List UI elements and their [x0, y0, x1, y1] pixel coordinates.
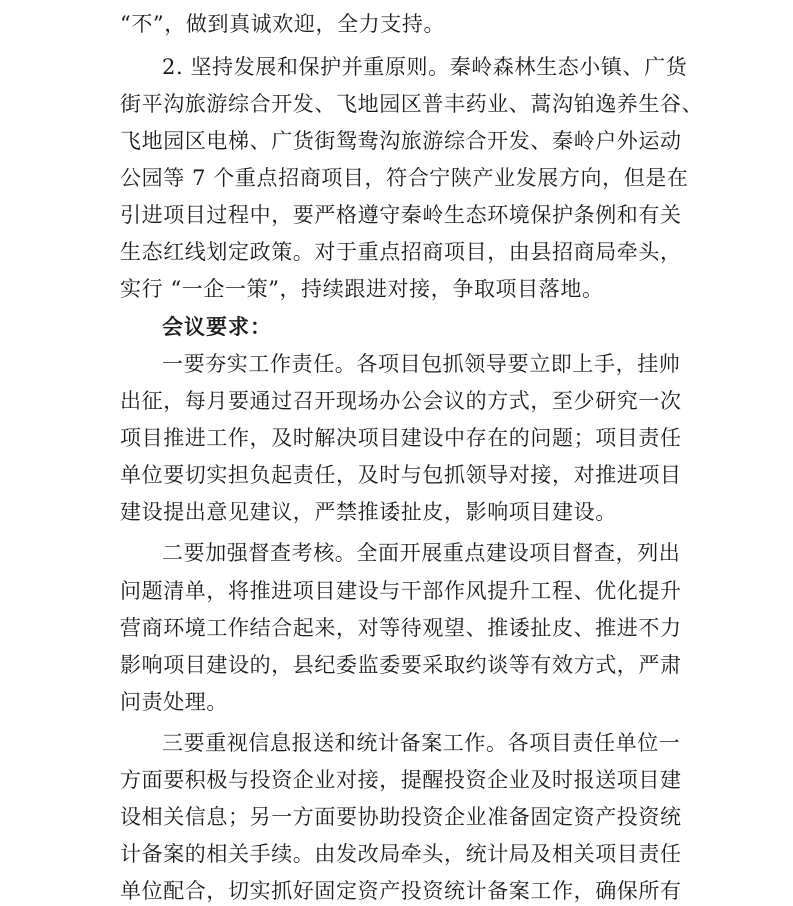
text-line: 设相关信息；另一方面要协助投资企业准备固定资产投资统	[120, 805, 682, 829]
text-line: 街平沟旅游综合开发、飞地园区普丰药业、蒿沟铂逸养生谷、	[120, 92, 704, 116]
text-line: 问责处理。	[120, 690, 228, 714]
text-line: 出征，每月要通过召开现场办公会议的方式，至少研究一次	[120, 389, 682, 413]
text-line: 引进项目过程中，要严格遵守秦岭生态环境保护条例和有关	[120, 203, 682, 227]
text-line: 三要重视信息报送和统计备案工作。各项目责任单位一	[162, 731, 681, 755]
text-line: 二要加强督查考核。全面开展重点建设项目督查，列出	[162, 541, 681, 565]
text-line: 单位要切实担负起责任，及时与包抓领导对接，对推进项目	[120, 463, 682, 487]
text-line: 建设提出意见建议，严禁推诿扯皮，影响项目建设。	[120, 500, 617, 524]
text-line: 实行 “一企一策”，持续跟进对接，争取项目落地。	[120, 277, 604, 301]
text-line: 一要夯实工作责任。各项目包抓领导要立即上手，挂帅	[162, 352, 681, 376]
text-line: 项目推进工作，及时解决项目建设中存在的问题；项目责任	[120, 426, 682, 450]
section-heading: 会议要求：	[162, 314, 272, 339]
text-line: 问题清单，将推进项目建设与干部作风提升工程、优化提升	[120, 579, 682, 603]
text-line: 影响项目建设的，县纪委监委要采取约谈等有效方式，严肃	[120, 653, 682, 677]
text-line: 营商环境工作结合起来，对等待观望、推诿扯皮、推进不力	[120, 616, 682, 640]
text-line: “不”，做到真诚欢迎，全力支持。	[120, 12, 446, 36]
text-line: 飞地园区电梯、广货街鸳鸯沟旅游综合开发、秦岭户外运动	[120, 129, 682, 153]
text-line: 生态红线划定政策。对于重点招商项目，由县招商局牵头，	[120, 240, 682, 264]
text-line: 2. 坚持发展和保护并重原则。秦岭森林生态小镇、广货	[162, 55, 688, 79]
text-line: 单位配合，切实抓好固定资产投资统计备案工作，确保所有	[120, 879, 682, 903]
text-line: 计备案的相关手续。由发改局牵头，统计局及相关项目责任	[120, 842, 682, 866]
text-line: 公园等 7 个重点招商项目，符合宁陕产业发展方向，但是在	[120, 166, 689, 190]
text-line: 方面要积极与投资企业对接，提醒投资企业及时报送项目建	[120, 768, 682, 792]
